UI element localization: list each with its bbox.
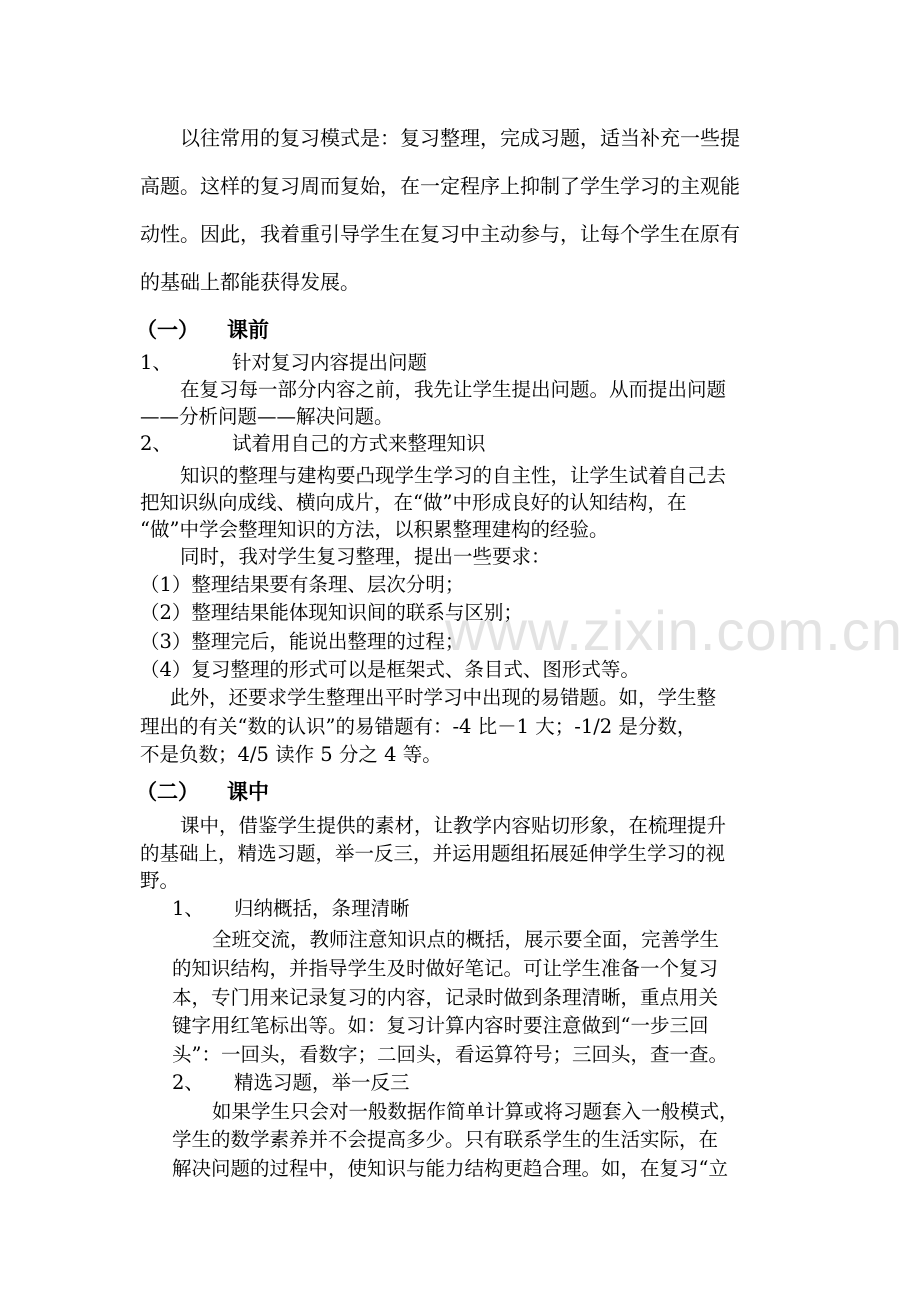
paragraph-line: 把知识纵向成线、横向成片，在“做”中形成良好的认知结构，在: [140, 491, 687, 514]
section-heading-2: [136, 779, 269, 805]
item-number: 1、: [140, 351, 172, 374]
section-number: （一）: [136, 318, 199, 342]
paragraph-line: 的知识结构，并指导学生及时做好笔记。可让学生准备一个复习: [172, 957, 719, 980]
requirement-item: （4）复习整理的形式可以是框架式、条目式、图形式等。: [140, 658, 640, 681]
item-title: 归纳概括，条理清晰: [234, 897, 410, 920]
section-number: （二）: [136, 780, 199, 804]
item-title: 试着用自己的方式来整理知识: [232, 432, 486, 455]
intro-line-1: 以往常用的复习模式是：复习整理，完成习题，适当补充一些提: [180, 126, 740, 150]
paragraph-line: 理出的有关“数的认识”的易错题有：-4 比－1 大；-1/2 是分数，: [140, 715, 697, 738]
item-heading: [140, 351, 427, 375]
paragraph-line: 本，专门用来记录复习的内容，记录时做到条理清晰，重点用关: [172, 986, 719, 1009]
paragraph-line: 课中，借鉴学生提供的素材，让教学内容贴切形象，在梳理提升: [180, 814, 727, 837]
item-number: 2、: [140, 432, 172, 455]
paragraph-line: 野。: [140, 869, 180, 892]
paragraph-line: 学生的数学素养并不会提高多少。只有联系学生的生活实际，在: [172, 1128, 719, 1151]
item-number: 1、: [172, 897, 204, 920]
item-heading: [140, 432, 486, 456]
intro-line-2: 高题。这样的复习周而复始，在一定程序上抑制了学生学习的主观能: [140, 174, 740, 198]
item-title: 精选习题，举一反三: [234, 1071, 410, 1094]
requirement-item: （1）整理结果要有条理、层次分明；: [140, 573, 465, 596]
requirement-item: （2）整理结果能体现知识间的联系与区别；: [140, 601, 523, 624]
paragraph-line: 在复习每一部分内容之前，我先让学生提出问题。从而提出问题: [180, 378, 727, 401]
paragraph-line: 不是负数；4/5 读作 5 分之 4 等。: [140, 743, 442, 766]
item-heading: [172, 897, 410, 921]
section-title: 课中: [227, 780, 269, 804]
paragraph-line: 键字用红笔标出等。如：复习计算内容时要注意做到“一步三回: [172, 1014, 709, 1037]
watermark: www.zixin.com.cn: [445, 599, 903, 662]
paragraph-line: 解决问题的过程中，使知识与能力结构更趋合理。如，在复习“立: [172, 1157, 728, 1180]
paragraph-line: 此外，还要求学生整理出平时学习中出现的易错题。如，学生整: [170, 686, 717, 709]
paragraph-line: 头”：一回头，看数字；二回头，看运算符号；三回头，查一查。: [172, 1043, 728, 1066]
paragraph-line: 全班交流，教师注意知识点的概括，展示要全面，完善学生: [212, 928, 720, 951]
paragraph-line: 同时，我对学生复习整理，提出一些要求：: [180, 545, 551, 568]
item-title: 针对复习内容提出问题: [232, 351, 428, 374]
paragraph-line: 的基础上，精选习题，举一反三，并运用题组拓展延伸学生学习的视: [140, 842, 726, 865]
paragraph-line: 如果学生只会对一般数据作简单计算或将习题套入一般模式，: [212, 1100, 739, 1123]
paragraph-line: ——分析问题——解决问题。: [140, 405, 394, 428]
requirement-item: （3）整理完后，能说出整理的过程；: [140, 630, 465, 653]
section-title: 课前: [227, 318, 269, 342]
item-heading: [172, 1071, 410, 1095]
paragraph-line: 知识的整理与建构要凸现学生学习的自主性，让学生试着自己去: [180, 464, 727, 487]
section-heading-1: [136, 317, 269, 343]
intro-line-3: 动性。因此，我着重引导学生在复习中主动参与，让每个学生在原有: [140, 222, 740, 246]
intro-line-4: 的基础上都能获得发展。: [140, 270, 360, 294]
paragraph-line: “做”中学会整理知识的方法，以积累整理建构的经验。: [140, 518, 609, 541]
item-number: 2、: [172, 1071, 204, 1094]
